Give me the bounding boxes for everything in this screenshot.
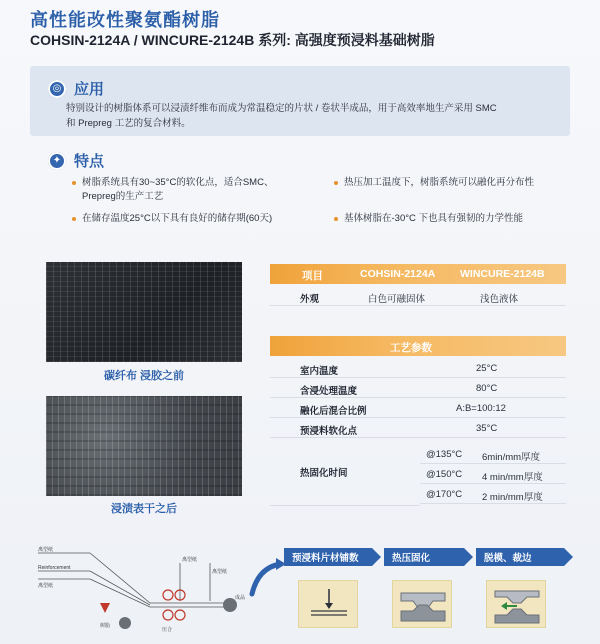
diagram-label: 离型纸	[212, 569, 228, 575]
feature-item-2-line1: 热压加工温度下，树脂系统可以融化再分布性	[344, 177, 535, 188]
appearance-a: 白色可融固体	[368, 294, 426, 305]
appearance-b: 浅色液体	[480, 294, 519, 305]
photo-caption-before: 碳纤布 浸胶之前	[103, 370, 185, 382]
diagram-label: 压合	[162, 627, 173, 633]
param-value: 80°C	[476, 383, 498, 394]
table-row-appearance	[270, 286, 566, 306]
param-label: 融化后混合比例	[300, 406, 367, 417]
application-text-line1: 特别设计的树脂体系可以浸渍纤维布而成为常温稳定的片状 / 卷状半成品，用于高效率地生产采用 SMC	[66, 103, 497, 114]
cure-row	[420, 484, 566, 504]
header-wincure: WINCURE-2124B	[460, 268, 545, 280]
process-table-header	[270, 336, 566, 356]
step-2-press-icon	[392, 580, 452, 628]
prepreg-process-diagram	[30, 543, 260, 638]
feature-item-1	[72, 176, 312, 204]
step-3-demold-icon	[486, 580, 546, 628]
cure-label-cell	[270, 440, 420, 506]
carbon-fabric-after-photo	[46, 396, 242, 496]
application-text-line2: 和 Prepreg 工艺的复合材料。	[66, 118, 191, 129]
cure-time: 2 min/mm厚度	[482, 492, 543, 503]
feature-item-3	[72, 212, 322, 226]
diagram-label: 离型纸	[182, 557, 198, 563]
cure-row	[420, 444, 566, 464]
features-heading	[48, 150, 104, 171]
param-label: 含浸处理温度	[300, 386, 358, 397]
feature-item-2	[334, 176, 574, 190]
param-value: 25°C	[476, 363, 498, 374]
feature-item-1-line1: 树脂系统具有30~35°C的软化点，适合SMC、	[82, 177, 274, 188]
step-2-label: 热压固化	[384, 548, 464, 566]
step-3-label: 脱模、裁边	[476, 548, 564, 566]
info-circle-icon: ◎	[48, 80, 66, 98]
photo-caption-after: 浸渍表干之后	[111, 503, 177, 515]
feature-item-4	[334, 212, 574, 226]
feature-item-3-line1: 在储存温度25°C以下具有良好的储存期(60天)	[82, 213, 273, 224]
step-1-layup-icon	[298, 580, 358, 628]
application-heading	[48, 78, 104, 99]
param-label: 预浸料软化点	[300, 426, 358, 437]
table-row	[270, 378, 566, 398]
page-title: 高性能改性聚氨酯树脂	[30, 10, 220, 30]
process-title: 工艺参数	[390, 342, 432, 354]
cure-time: 4 min/mm厚度	[482, 472, 543, 483]
cure-row	[420, 464, 566, 484]
feature-item-1-line2: Prepreg的生产工艺	[82, 191, 164, 202]
diagram-label: 树脂	[100, 623, 111, 629]
diagram-label: 离型纸	[38, 547, 54, 553]
table-row	[270, 358, 566, 378]
product-table-header	[270, 264, 566, 284]
table-row	[270, 398, 566, 418]
step-1-label: 预浸料片材铺数	[284, 548, 372, 566]
curved-arrow-icon	[248, 558, 288, 598]
header-cohsin: COHSIN-2124A	[360, 268, 436, 280]
header-item: 项目	[302, 270, 323, 282]
param-value: 35°C	[476, 423, 498, 434]
carbon-fabric-before-photo	[46, 262, 242, 362]
page-subtitle: COHSIN-2124A / WINCURE-2124B 系列: 高强度预浸料基础树脂	[30, 32, 435, 48]
param-value: A:B=100:12	[456, 403, 506, 414]
diagram-label: 离型纸	[38, 583, 54, 589]
cure-temp: @170°C	[426, 489, 463, 500]
diagram-label: 成品	[235, 595, 246, 601]
diagram-label: Reinforcement	[38, 565, 71, 571]
param-label: 室内温度	[300, 366, 339, 377]
appearance-label: 外观	[300, 294, 320, 305]
cure-label: 热固化时间	[300, 468, 348, 479]
cure-temp: @150°C	[426, 469, 463, 480]
cure-time: 6min/mm厚度	[482, 452, 541, 463]
table-row	[270, 418, 566, 438]
feature-gear-icon: ✦	[48, 152, 66, 170]
application-title: 应用	[74, 81, 105, 98]
feature-item-4-line1: 基体树脂在-30°C 下也具有强韧的力学性能	[344, 213, 524, 224]
cure-temp: @135°C	[426, 449, 463, 460]
features-title: 特点	[74, 153, 105, 170]
